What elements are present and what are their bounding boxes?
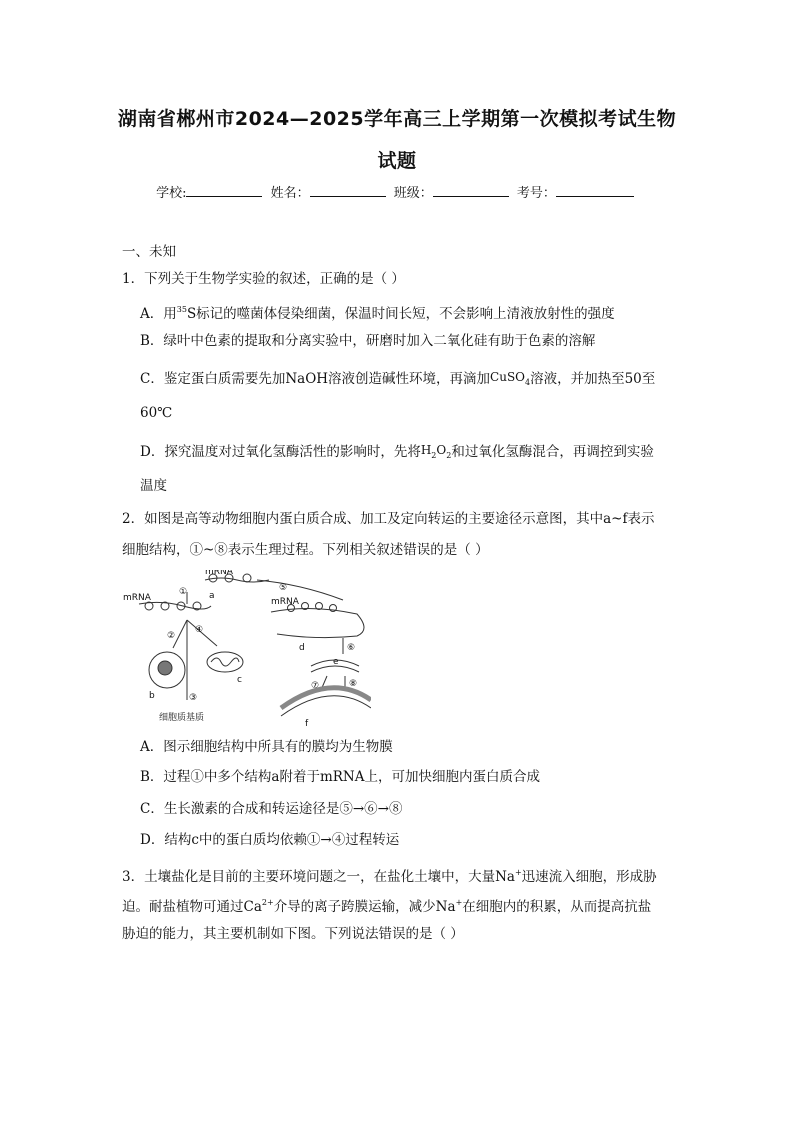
- q1-stem: 1．下列关于生物学实验的叙述，正确的是（ ）: [122, 271, 405, 287]
- label-process-4: ④: [195, 625, 204, 635]
- q1-option-d: D．探究温度对过氧化氢酶活性的影响时，先将$H_2O_2$和过氧化氢酶混合，再调控到实验: [140, 443, 654, 460]
- q1-option-d-cont: 温度: [140, 478, 167, 494]
- label-process-1: ①: [179, 587, 188, 597]
- page-title-line1: 湖南省郴州市2024—2025学年高三上学期第一次模拟考试生物: [117, 108, 677, 130]
- q2-stem-line1: 2．如图是高等动物细胞内蛋白质合成、加工及定向转运的主要途径示意图，其中a~f表示: [122, 511, 655, 527]
- arrow-2: [173, 620, 187, 648]
- label-e: e: [333, 657, 339, 667]
- mitochondrion-c: [207, 652, 243, 672]
- label-process-2: ②: [167, 631, 176, 641]
- section-heading: 一、未知: [122, 244, 176, 260]
- label-mrna-top: mRNA: [205, 570, 233, 577]
- name-label: 姓名：: [270, 186, 310, 201]
- q1-option-c: C．鉴定蛋白质需要先加NaOH溶液创造碱性环境，再滴加CuSO$_4$溶液，并加热至50至: [140, 370, 656, 387]
- school-blank[interactable]: [186, 184, 262, 197]
- exam-number-label: 考号：: [516, 186, 556, 201]
- class-label: 班级：: [393, 186, 433, 201]
- label-mrna-left: mRNA: [123, 593, 151, 603]
- q2-option-a: A．图示细胞结构中所具有的膜均为生物膜: [140, 739, 393, 755]
- q2-option-c: C．生长激素的合成和转运途径是⑤→⑥→⑧: [140, 801, 403, 817]
- q2-stem-line2: 细胞结构，①~⑧表示生理过程。下列相关叙述错误的是（ ）: [122, 542, 489, 558]
- label-mrna-right: mRNA: [271, 597, 299, 607]
- student-info-row: [0, 182, 794, 201]
- label-b: b: [149, 691, 155, 701]
- q3-stem-line3: 胁迫的能力，其主要机制如下图。下列说法错误的是（ ）: [122, 926, 464, 942]
- q1-option-a: A．用$^{35}$S标记的噬菌体侵染细菌，保温时间长短，不会影响上清液放射性的强度: [140, 305, 615, 322]
- label-a: a: [209, 591, 215, 601]
- label-process-6: ⑥: [347, 643, 356, 653]
- school-label: 学校:: [156, 186, 187, 201]
- mitochondrion-cristae: [211, 658, 239, 666]
- q1-option-c-cont: 60℃: [140, 405, 173, 421]
- label-cytoplasm: 细胞质基质: [159, 713, 205, 723]
- protein-transport-diagram: [121, 570, 371, 728]
- label-process-8: ⑧: [349, 679, 358, 689]
- label-d: d: [299, 643, 305, 653]
- membrane-f: [281, 688, 371, 708]
- exam-number-blank[interactable]: [556, 184, 634, 197]
- page-title-line2: 试题: [377, 150, 417, 172]
- q2-option-d: D．结构c中的蛋白质均依赖①→④过程转运: [140, 832, 400, 848]
- label-process-3: ③: [189, 693, 198, 703]
- label-process-5: ⑤: [279, 583, 288, 593]
- q3-stem-line2: 迫。耐盐植物可通过$Ca^{2+}$介导的离子跨膜运输，减少Na+在细胞内的积累，从而提高抗盐: [122, 898, 652, 915]
- name-blank[interactable]: [310, 184, 386, 197]
- nucleolus: [158, 661, 172, 675]
- q3-stem-line1: 3．土壤盐化是目前的主要环境问题之一，在盐化土壤中，大量Na+迅速流入细胞，形成胁: [122, 868, 657, 885]
- label-f: f: [305, 719, 309, 728]
- q2-option-b: B．过程①中多个结构a附着于mRNA上，可加快细胞内蛋白质合成: [140, 769, 540, 785]
- rough-er-d: [271, 608, 364, 637]
- q1-option-b: B．绿叶中色素的提取和分离实验中，研磨时加入二氧化硅有助于色素的溶解: [140, 333, 596, 349]
- label-process-7: ⑦: [311, 681, 320, 691]
- class-blank[interactable]: [433, 184, 509, 197]
- ribosome-top-3: [243, 574, 251, 582]
- label-c: c: [237, 675, 242, 685]
- ribosome-left-1: [145, 602, 153, 610]
- arrow-5: [257, 580, 343, 600]
